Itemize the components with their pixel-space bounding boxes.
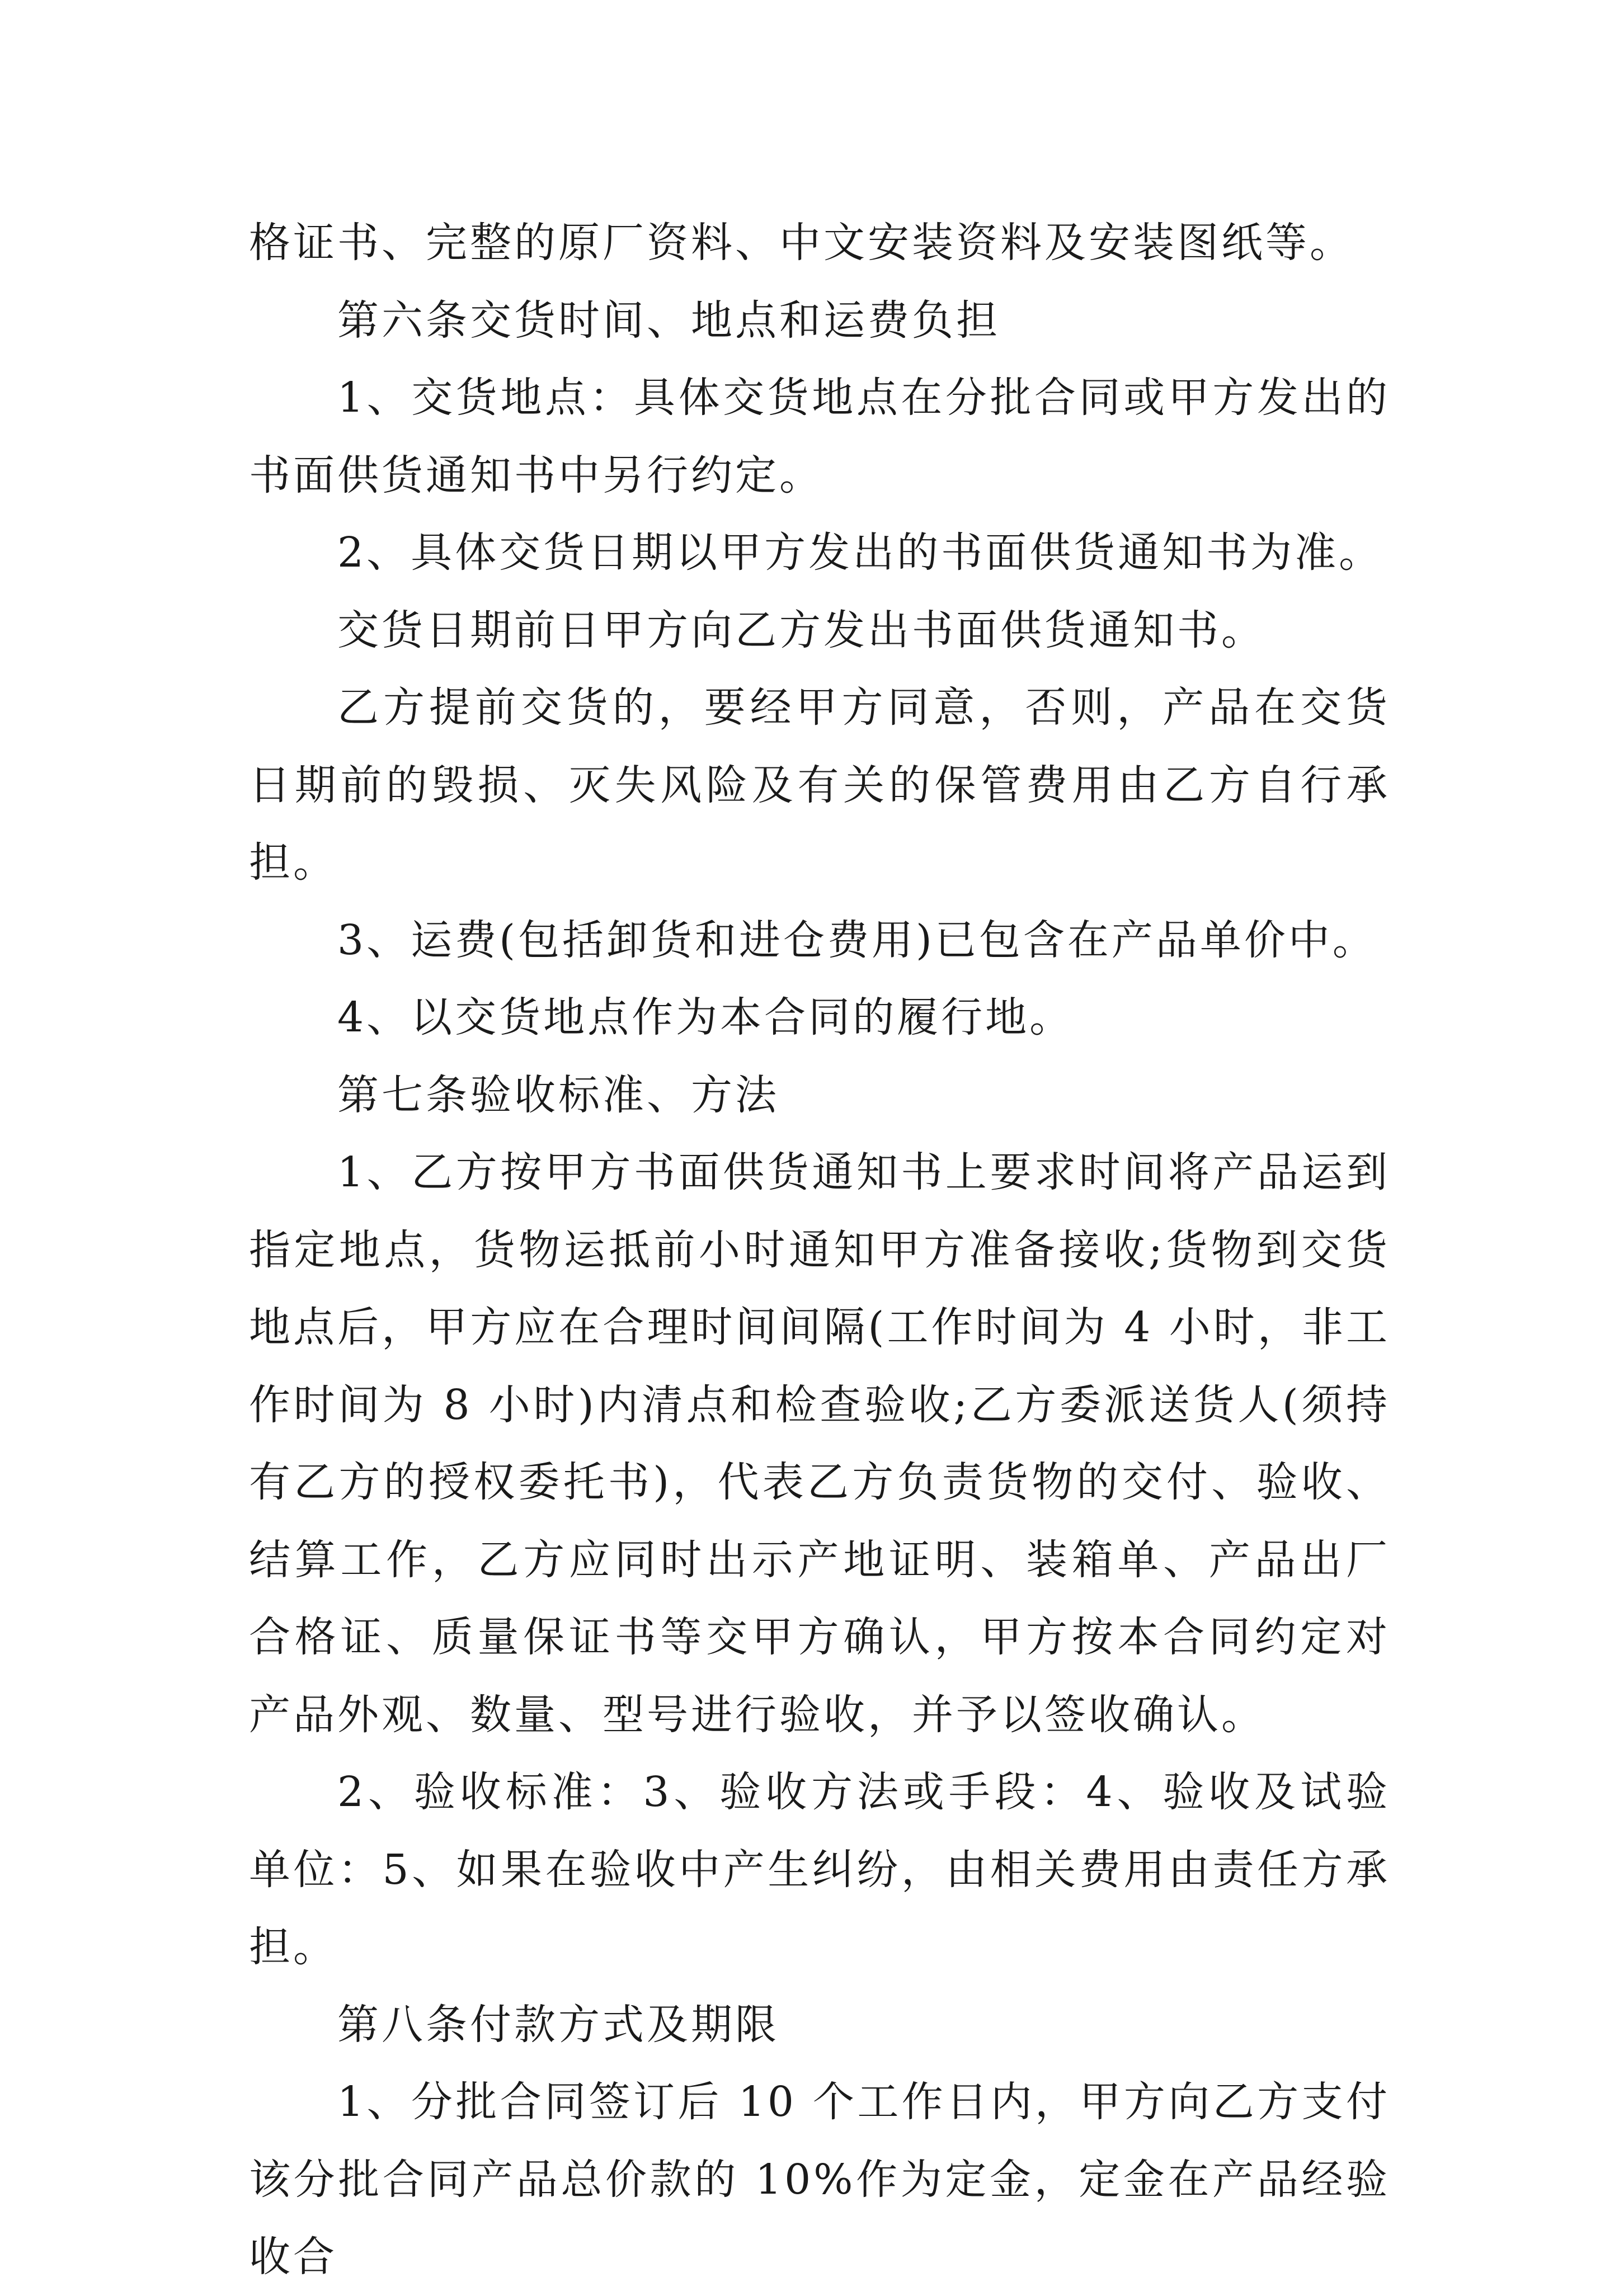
clause-7-1-acceptance-procedure: 1、乙方按甲方书面供货通知书上要求时间将产品运到指定地点，货物运抵前小时通知甲方准备接收;货物到交货地点后，甲方应在合理时间间隔(工作时间为 4 小时，非工作时间为 8 小时)内清点和检查验收;乙方委派送货人(须持有乙方的授权委托书)，代表乙方负责货物的交付、验收、结算工作，乙方应同时出示产地证明、装箱单、产品出厂合格证、质量保证书等交甲方确认，甲方按本合同约定对产品外观、数量、型号进行验收，并予以签收确认。	[249, 1148, 1390, 1739]
clause-7-2-acceptance-standards: 2、验收标准：3、验收方法或手段：4、验收及试验单位：5、如果在验收中产生纠纷，由相关费用由责任方承担。	[249, 1768, 1390, 1971]
paragraph-continuation: 格证书、完整的原厂资料、中文安装资料及安装图纸等。	[249, 219, 1354, 267]
section-heading-article-8: 第八条付款方式及期限	[337, 2000, 779, 2049]
paragraph-early-delivery: 乙方提前交货的，要经甲方同意，否则，产品在交货日期前的毁损、灭失风险及有关的保管费用由乙方自行承担。	[249, 683, 1390, 887]
section-heading-article-6: 第六条交货时间、地点和运费负担	[337, 296, 1000, 345]
clause-8-1-payment-deposit: 1、分批合同签订后 10 个工作日内，甲方向乙方支付该分批合同产品总价款的 10%作为定金，定金在产品经验收合	[249, 2078, 1390, 2281]
clause-6-1-delivery-place: 1、交货地点：具体交货地点在分批合同或甲方发出的书面供货通知书中另行约定。	[249, 374, 1390, 499]
clause-6-4-performance-place: 4、以交货地点作为本合同的履行地。	[337, 993, 1074, 1041]
clause-6-2-delivery-date: 2、具体交货日期以甲方发出的书面供货通知书为准。	[337, 529, 1383, 577]
section-heading-article-7: 第七条验收标准、方法	[337, 1071, 779, 1119]
paragraph-delivery-notice: 交货日期前日甲方向乙方发出书面供货通知书。	[337, 606, 1265, 654]
document-body	[249, 204, 1390, 2296]
clause-6-3-freight: 3、运费(包括卸货和进仓费用)已包含在产品单价中。	[337, 916, 1377, 964]
